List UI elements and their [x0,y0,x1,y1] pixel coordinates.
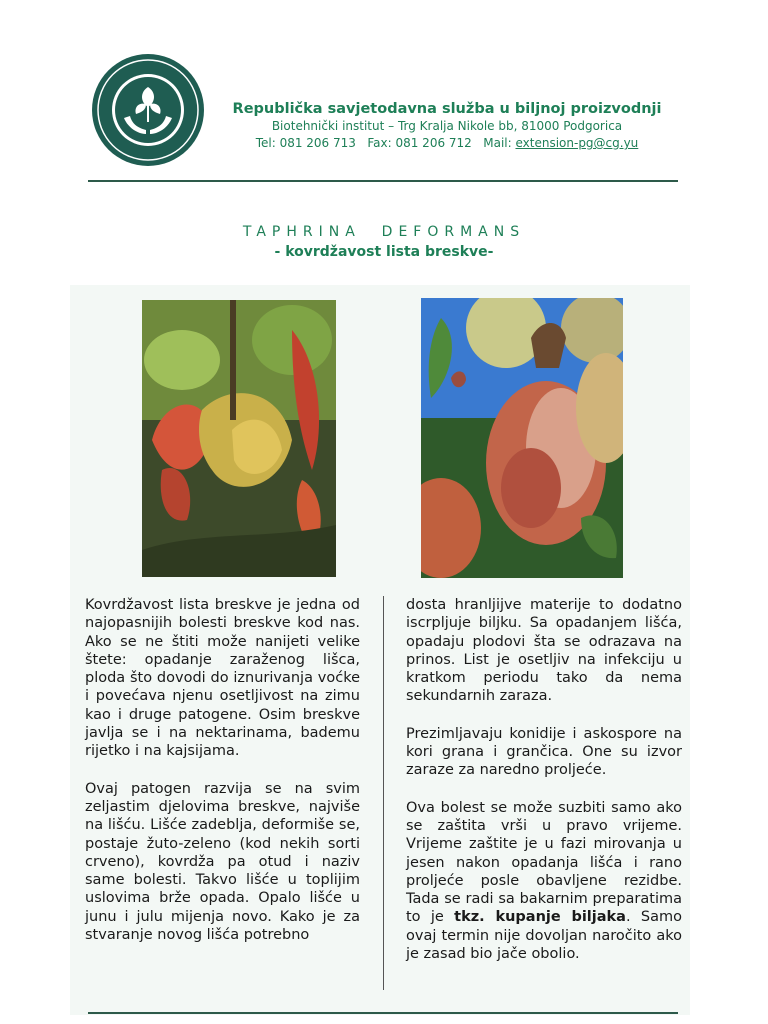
paragraph: Kovrdžavost lista breskve je jedna od najopasnijih bolesti breskve kod nas. Ako se ne štiti može nanijeti velike štete: opadanje zaraženog lišca, ploda što dovodi do iznurivanja voćke i povećava njenu osetljivost na zimu kao i druge patogene. Osim breskve javlja se i na nektarinama, bademu rijetko i na kajsijama. [85,597,360,760]
organization-name: Republička savjetodavna služba u biljnoj proizvodnji [232,101,662,117]
text-column-left [85,596,360,963]
document-subtitle: - kovrdžavost lista breskve- [274,244,494,260]
organization-address: Biotehnički institut – Trg Kralja Nikole bb, 81000 Podgorica [271,119,623,133]
hands-plant-seal-icon [88,52,208,168]
paragraph: Ovaj patogen razvija se na svim zeljastim djelovima breskve, najviše na lišću. Lišće zadeblja, deformiše se, postaje žuto-zeleno (kod nekih sorti crveno), kovrdža pa otud i naziv same bolesti. Takvo lišće u toplijim uslovima brže opada. Opalo lišće u junu i julu mijenja novo. Kako je za stvaranje novog lišća potrebno [85,780,360,944]
header [222,100,672,152]
document-title: TAPHRINA DEFORMANS [242,224,526,240]
infected-fruit-photo [421,298,623,578]
column-divider [383,596,384,990]
footer-divider [88,1012,678,1014]
header-divider [88,180,678,182]
contact-phone-fax: Tel: 081 206 713 Fax: 081 206 712 Mail: [255,136,516,150]
paragraph-text: . Samo ovaj termin nije dovoljan naročito ako je zasad bio jače obolio. [406,909,682,963]
emphasized-term: tkz. kupanje biljaka [454,909,626,926]
email-link[interactable]: extension-pg@cg.yu [515,136,639,150]
paragraph [406,799,682,964]
text-column-right [406,596,682,982]
paragraph: dosta hranljijve materije to dodatno iscrpljuje biljku. Sa opadanjem lišća, opadaju plodovi šta se odrazava na prinos. List je osetljiv na infekciju u kratkom periodu tako da nema sekundarnih zaraza. [406,597,682,705]
paragraph: Prezimljavaju konidije i askospore na kori grana i grančica. One su izvor zaraze za naredno proljeće. [406,725,682,779]
paragraph-text: Ova bolest se može suzbiti samo ako se zaštita vrši u pravo vrijeme. Vrijeme zaštite je u fazi mirovanja u jesen nakon opadanja lišća i rano proljeće posle obavljene rezidbe. Tada se radi sa bakarnim preparatima to je [406,799,682,926]
organization-contact [222,135,672,152]
organization-logo [88,52,208,168]
leaf-curl-photo [142,300,336,577]
